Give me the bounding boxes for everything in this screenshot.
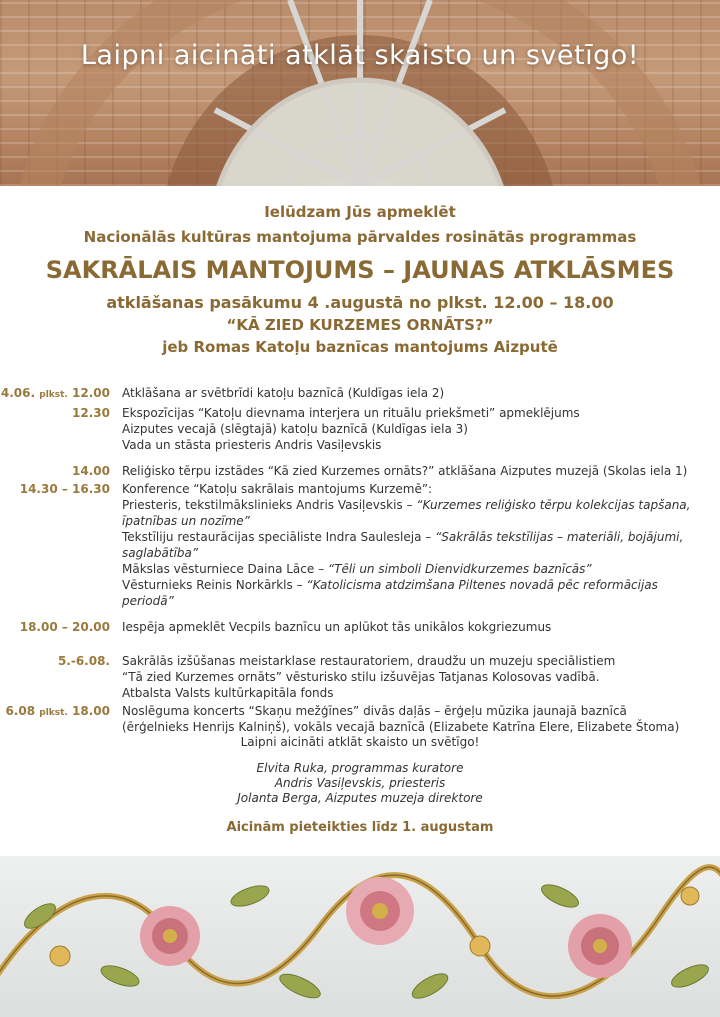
program-row <box>0 653 720 701</box>
program-time: 18.00 – 20.00 <box>19 620 110 634</box>
subtitle-line: jeb Romas Katoļu baznīcas mantojums Aizputē <box>162 338 558 356</box>
speaker-line: Mākslas vēsturniece Daina Lāce – “Tēli un simboli Dienvidkurzemes baznīcās” <box>122 562 592 576</box>
flower-1 <box>140 906 200 966</box>
hero-title: Laipni aicināti atklāt skaisto un svētīgo! <box>80 40 640 71</box>
program-description: Sakrālās izšūšanas meistarklase restauratoriem, draudžu un muzeju speciālistiem “Tā zied Kurzemes ornāts” vēsturisko stilu izšuvējas Tatjanas Kolosovas vadībā. Atbalsta Valsts kultūrkapitāla fonds <box>122 654 616 700</box>
speaker-line: Tekstīliju restaurācijas speciāliste Indra Saulesleja – “Sakrālās tekstīlijas – materiāli, bojājumi, saglabātība” <box>122 530 684 560</box>
program-time: 14.30 – 16.30 <box>19 482 110 496</box>
embroidery-image <box>0 856 720 1017</box>
registration-deadline: Aicinām pieteikties līdz 1. augustam <box>226 820 494 835</box>
speaker-line: Priesteris, tekstilmākslinieks Andris Vasiļevskis – “Kurzemes reliģisko tērpu kolekcijas tapšana, īpatnības un nozīme” <box>122 498 691 528</box>
program-row <box>0 463 720 479</box>
program-description: Noslēguma koncerts “Skaņu mežģīnes” divās daļās – ērģeļu mūzika jaunajā baznīcā (ērģelnieks Henrijs Kalniņš), vokāls vecajā baznīcā (Elizabete Katrīna Elere, Elizabete Štoma) <box>122 704 680 734</box>
flower-3 <box>568 914 632 978</box>
flower-2 <box>346 877 414 945</box>
program-row <box>0 481 720 609</box>
hero-banner <box>0 0 720 186</box>
program-time: 4.06. plkst. 12.00 <box>0 386 110 400</box>
subtitle-quote: “KĀ ZIED KURZEMES ORNĀTS?” <box>226 316 494 334</box>
program-description: Konference “Katoļu sakrālais mantojums Kurzemē”: Priesteris, tekstilmākslinieks Andris Vasiļevskis – “Kurzemes reliģisko tērpu kolekcijas tapšana, īpatnības un nozīme” Tekstīliju restaurācijas speciāliste Indra Saulesleja – “Sakrālās tekstīlijas – materiāli, bojājumi, saglabātība” Mākslas vēsturniece Daina Lāce – “Tēli un simboli Dienvidkurzemes baznīcās” Vēsturnieks Reinis Norkārkls – “Katolicisma atdzimšana Piltenes novadā pēc reformācijas periodā” <box>122 481 720 609</box>
program-time: 12.30 <box>72 406 110 420</box>
program-time: 5.-6.08. <box>57 654 110 668</box>
program-schedule <box>0 385 720 737</box>
floral-embroidery-pattern <box>0 856 720 1017</box>
speaker-line: Vēsturnieks Reinis Norkārkls – “Katolicisma atdzimšana Piltenes novadā pēc reformācijas periodā” <box>122 578 658 608</box>
heading-block <box>0 200 720 359</box>
brick-arch-window <box>0 0 720 186</box>
invite-line-2: Nacionālās kultūras mantojuma pārvaldes rosinātās programmas <box>83 228 637 246</box>
program-time: 6.08 plkst. 18.00 <box>5 704 110 718</box>
invite-line-1: Ielūdzam Jūs apmeklēt <box>264 203 456 221</box>
program-time: 14.00 <box>72 464 110 478</box>
opening-line: atklāšanas pasākumu 4 .augustā no plkst. 12.00 – 18.00 <box>106 293 614 312</box>
program-row <box>0 703 720 735</box>
program-row <box>0 619 720 635</box>
program-description: Atklāšana ar svētbrīdi katoļu baznīcā (Kuldīgas iela 2) <box>122 386 445 400</box>
signer-line: Elvita Ruka, programmas kuratore <box>256 761 464 775</box>
signers-block <box>0 761 720 806</box>
program-description: Iespēja apmeklēt Vecpils baznīcu un aplūkot tās unikālos kokgriezumus <box>122 620 552 634</box>
closing-line: Laipni aicināti atklāt skaisto un svētīgo! <box>240 735 480 749</box>
program-description: Ekspozīcijas “Katoļu dievnama interjera un rituālu priekšmeti” apmeklējums Aizputes vecajā (slēgtajā) katoļu baznīcā (Kuldīgas iela 3) Vada un stāsta priesteris Andris Vasiļevskis <box>122 406 580 452</box>
main-title: SAKRĀLAIS MANTOJUMS – JAUNAS ATKLĀSMES <box>45 256 675 284</box>
program-description: Reliģisko tērpu izstādes “Kā zied Kurzemes ornāts?” atklāšana Aizputes muzejā (Skolas iela 1) <box>122 464 688 478</box>
signer-line: Andris Vasiļevskis, priesteris <box>274 776 446 790</box>
program-row <box>0 405 720 453</box>
program-row <box>0 385 720 403</box>
signer-line: Jolanta Berga, Aizputes muzeja direktore <box>237 791 483 805</box>
